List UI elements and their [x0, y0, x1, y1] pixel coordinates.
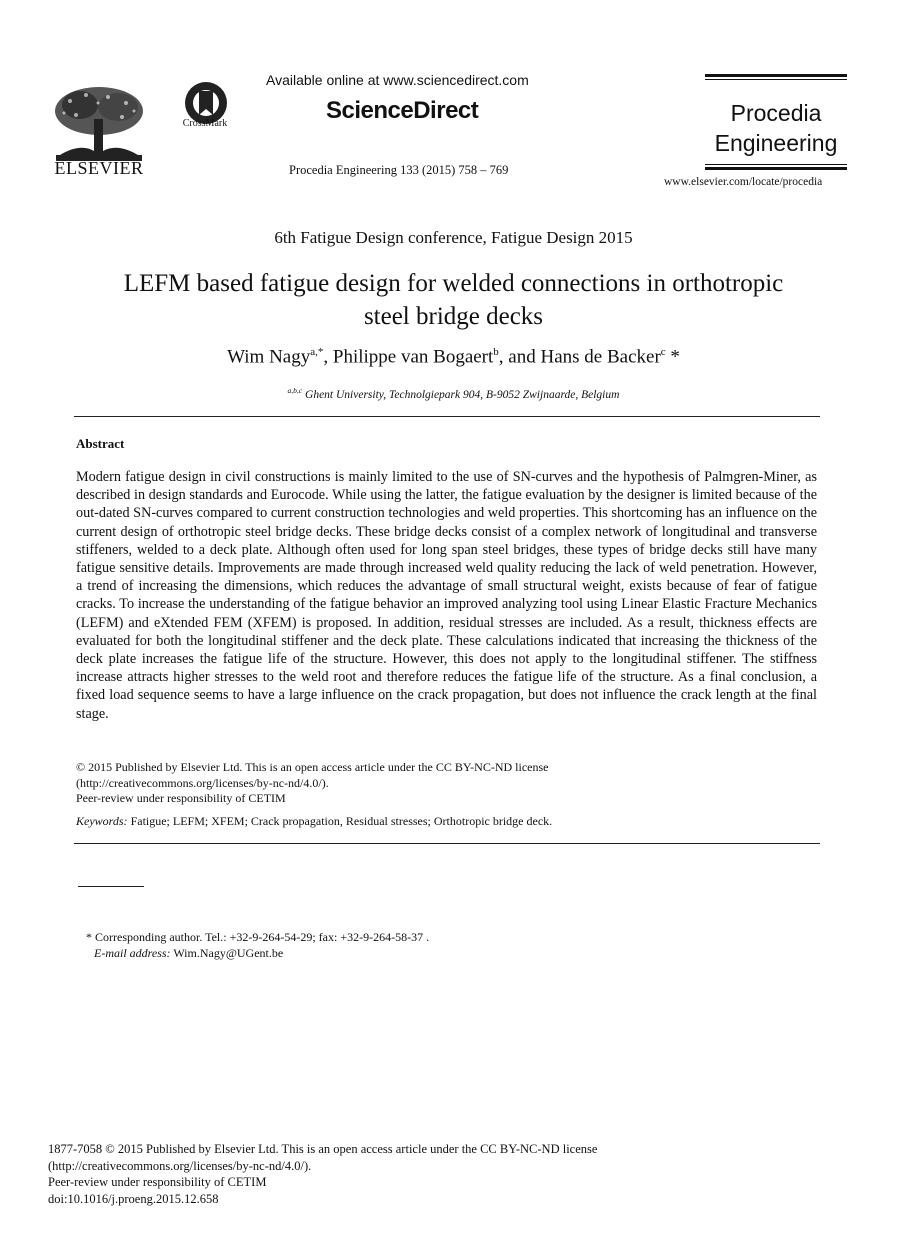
- publisher-name: ELSEVIER: [54, 158, 144, 178]
- divider-top: [74, 416, 820, 417]
- bottom-license-link[interactable]: (http://creativecommons.org/licenses/by-nc-nd/4.0/).: [48, 1158, 312, 1173]
- peer-review-line: Peer-review under responsibility of CETIM: [76, 791, 286, 805]
- author-name: Hans de Backer: [540, 346, 661, 368]
- doi-line[interactable]: doi:10.1016/j.proeng.2015.12.658: [48, 1191, 219, 1206]
- footnote-rule: [78, 886, 144, 887]
- affiliation: [0, 386, 907, 401]
- available-online-text: Available online at www.sciencedirect.com: [266, 72, 529, 88]
- masthead-rule-bottom-thin: [705, 164, 847, 165]
- keywords-list: Fatigue; LEFM; XFEM; Crack propagation, Residual stresses; Orthotropic bridge deck.: [127, 814, 553, 828]
- conference-name: 6th Fatigue Design conference, Fatigue Design 2015: [274, 228, 633, 247]
- license-block: [76, 760, 817, 807]
- license-line: © 2015 Published by Elsevier Ltd. This is an open access article under the CC BY-NC-ND license: [76, 760, 549, 774]
- journal-name: [705, 80, 847, 164]
- paper-title-line2: steel bridge decks: [363, 303, 544, 330]
- journal-citation: Procedia Engineering 133 (2015) 758 – 769: [289, 163, 509, 177]
- issn-license-line: 1877-7058 © 2015 Published by Elsevier Ltd. This is an open access article under the CC BY-NC-ND license: [48, 1142, 598, 1156]
- affiliation-text: Ghent University, Technolgiepark 904, B-9052 Zwijnaarde, Belgium: [302, 388, 620, 401]
- author-list: [0, 346, 907, 368]
- email-label: E-mail address:: [94, 946, 171, 960]
- divider-bottom: [74, 843, 820, 844]
- email-address[interactable]: Wim.Nagy@UGent.be: [170, 946, 284, 960]
- masthead-rule-top: [705, 74, 847, 77]
- journal-url-link[interactable]: www.elsevier.com/locate/procedia: [664, 176, 823, 188]
- journal-name-line1: Procedia: [730, 100, 822, 126]
- paper-title: [60, 267, 847, 333]
- journal-masthead: [705, 74, 847, 170]
- author-affiliation-mark: b: [493, 346, 499, 358]
- crossmark-label: CrossMark: [182, 118, 228, 129]
- sciencedirect-brand: ScienceDirect: [326, 97, 479, 124]
- author-separator: *: [665, 346, 680, 368]
- author-affiliation-mark: c: [660, 346, 666, 358]
- bottom-peer-review: Peer-review under responsibility of CETIM: [48, 1175, 267, 1189]
- keywords-label: Keywords:: [76, 814, 128, 828]
- paper-title-line1: LEFM based fatigue design for welded connections in orthotropic: [123, 270, 784, 297]
- license-link[interactable]: (http://creativecommons.org/licenses/by-nc-nd/4.0/).: [76, 775, 329, 790]
- bottom-license-block: [48, 1141, 597, 1207]
- corresponding-author: * Corresponding author. Tel.: +32-9-264-54-29; fax: +32-9-264-58-37 .: [86, 930, 430, 944]
- masthead-rule-bottom: [705, 167, 847, 170]
- abstract-heading: Abstract: [76, 436, 125, 451]
- footnote: [86, 929, 429, 961]
- author-name: Philippe van Bogaert: [332, 346, 494, 368]
- author-name: Wim Nagy: [227, 346, 311, 368]
- affiliation-mark: a,b,c: [287, 386, 303, 395]
- abstract-body: Modern fatigue design in civil constructions is mainly limited to the use of SN-curves and the hypothesis of Palmgren-Miner, as described in design standards and Eurocode. While using the latter, the fatigue evaluation by the designer is limited because of the out-dated SN-curves compared to current construction technologies and weld properties. This shortcoming has an influence on the current design of orthotropic steel bridge decks. These bridge decks consist of a complex network of longitudinal and transverse stiffeners, welded to a deck plate. Although often used for long span steel bridges, these types of bridge decks still have many fatigue sensitive details. Improvements are made through increased weld quality reducing the lack of weld penetration. However, a trend of increasing the dimensions, which reduces the advantage of small structural weight, exists because of fear of fatigue cracks. To increase the understanding of the fatigue behavior an improved analyzing tool using Linear Elastic Fracture Mechanics (LEFM) and eXtended FEM (XFEM) is proposed. In addition, residual stresses are included. As a result, thickness effects are evaluated for both the longitudinal stiffener and the deck plate. These calculations indicated that increasing the thickness of the deck plate increases the fatigue life of the structure. However, this does not apply to the longitudinal stiffener. The stiffness increase attracts higher stresses to the weld root and therefore reduces the fatigue life of the structure. As a final conclusion, a fixed load sequence seems to have a large influence on the crack propagation, but does not influence the crack length at the final stage.: [76, 469, 817, 722]
- keywords: [76, 814, 817, 829]
- author-separator: , and: [498, 346, 541, 368]
- author-separator: ,: [323, 346, 333, 368]
- email-line: [86, 945, 429, 961]
- journal-name-line2: Engineering: [714, 130, 838, 156]
- author-affiliation-mark: a,*: [310, 346, 324, 358]
